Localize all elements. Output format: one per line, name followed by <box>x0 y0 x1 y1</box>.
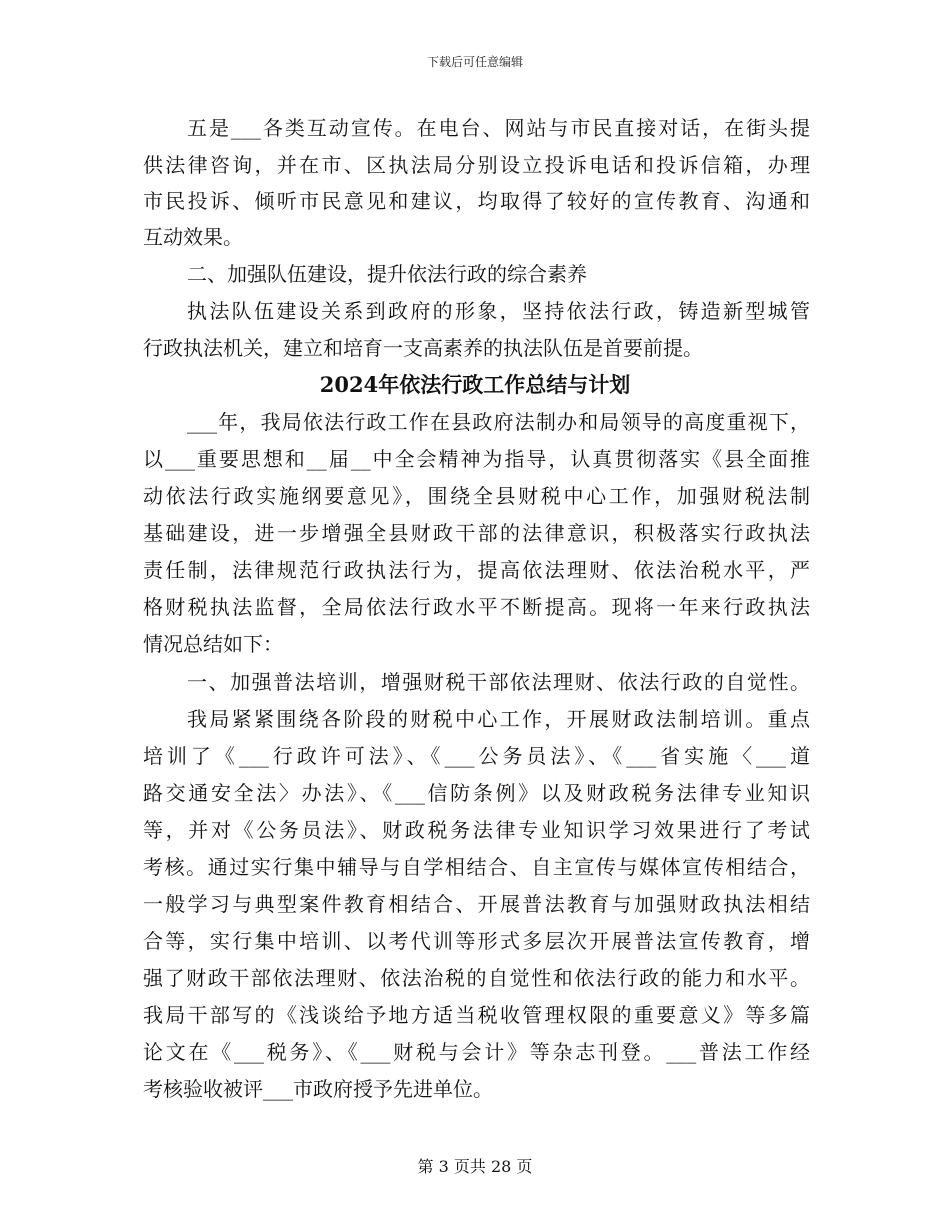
page-number-footer: 第 3 页共 28 页 <box>417 1157 533 1176</box>
paragraph-line: 以___重要思想和__届__中全会精神为指导，认真贯彻落实《县全面推 <box>143 447 810 471</box>
paragraph-line: 合等，实行集中培训、以考代训等形式多层次开展普法宣传教育，增 <box>143 929 810 953</box>
paragraph-line: 动依法行政实施纲要意见》，围绕全县财税中心工作，加强财税法制 <box>143 484 810 508</box>
paragraph-line: 行政执法机关，建立和培育一支高素养的执法队伍是首要前提。 <box>143 336 703 360</box>
paragraph-line: 五是___各类互动宣传。在电台、网站与市民直接对话，在街头提 <box>187 116 810 140</box>
paragraph-line: ___年，我局依法行政工作在县政府法制办和局领导的高度重视下， <box>187 410 810 434</box>
section-heading: 二、加强队伍建设，提升依法行政的综合素养 <box>187 262 587 286</box>
paragraph-line: 我局干部写的《浅谈给予地方适当税收管理权限的重要意义》等多篇 <box>143 1003 810 1027</box>
paragraph-line: 一般学习与典型案件教育相结合、开展普法教育与加强财政执法相结 <box>143 892 810 916</box>
paragraph-line: 培训了《___行政许可法》、《___公务员法》、《___省实施〈___道 <box>143 744 810 768</box>
document-title: 2024年依法行政工作总结与计划 <box>319 372 631 397</box>
paragraph-line: 互动效果。 <box>143 225 243 249</box>
header-note: 下载后可任意编辑 <box>426 55 523 69</box>
paragraph-line: 我局紧紧围绕各阶段的财税中心工作，开展财政法制培训。重点 <box>187 707 810 731</box>
paragraph-line: 格财税执法监督，全局依法行政水平不断提高。现将一年来行政执法 <box>143 595 810 619</box>
paragraph-line: 基础建设，进一步增强全县财政干部的法律意识，积极落实行政执法 <box>143 521 810 545</box>
paragraph-line: 执法队伍建设关系到政府的形象，坚持依法行政，铸造新型城管 <box>187 299 810 323</box>
paragraph-line: 供法律咨询，并在市、区执法局分别设立投诉电话和投诉信箱，办理 <box>143 153 810 177</box>
section-heading: 一、加强普法培训，增强财税干部依法理财、依法行政的自觉性。 <box>187 670 810 694</box>
paragraph-line: 路交通安全法〉办法》、《___信防条例》以及财政税务法律专业知识 <box>143 781 810 805</box>
paragraph-line: 论文在《___税务》、《___财税与会计》等杂志刊登。___普法工作经 <box>143 1040 810 1064</box>
paragraph-line: 市民投诉、倾听市民意见和建议，均取得了较好的宣传教育、沟通和 <box>143 189 810 213</box>
paragraph-line: 情况总结如下： <box>143 632 283 656</box>
paragraph-line: 考核。通过实行集中辅导与自学相结合、自主宣传与媒体宣传相结合， <box>143 855 810 879</box>
paragraph-line: 责任制，法律规范行政执法行为，提高依法理财、依法治税水平，严 <box>143 558 810 582</box>
paragraph-line: 等，并对《公务员法》、财政税务法律专业知识学习效果进行了考试 <box>143 818 810 842</box>
paragraph-line: 强了财政干部依法理财、依法治税的自觉性和依法行政的能力和水平。 <box>143 966 810 990</box>
paragraph-line: 考核验收被评___市政府授予先进单位。 <box>143 1077 493 1101</box>
